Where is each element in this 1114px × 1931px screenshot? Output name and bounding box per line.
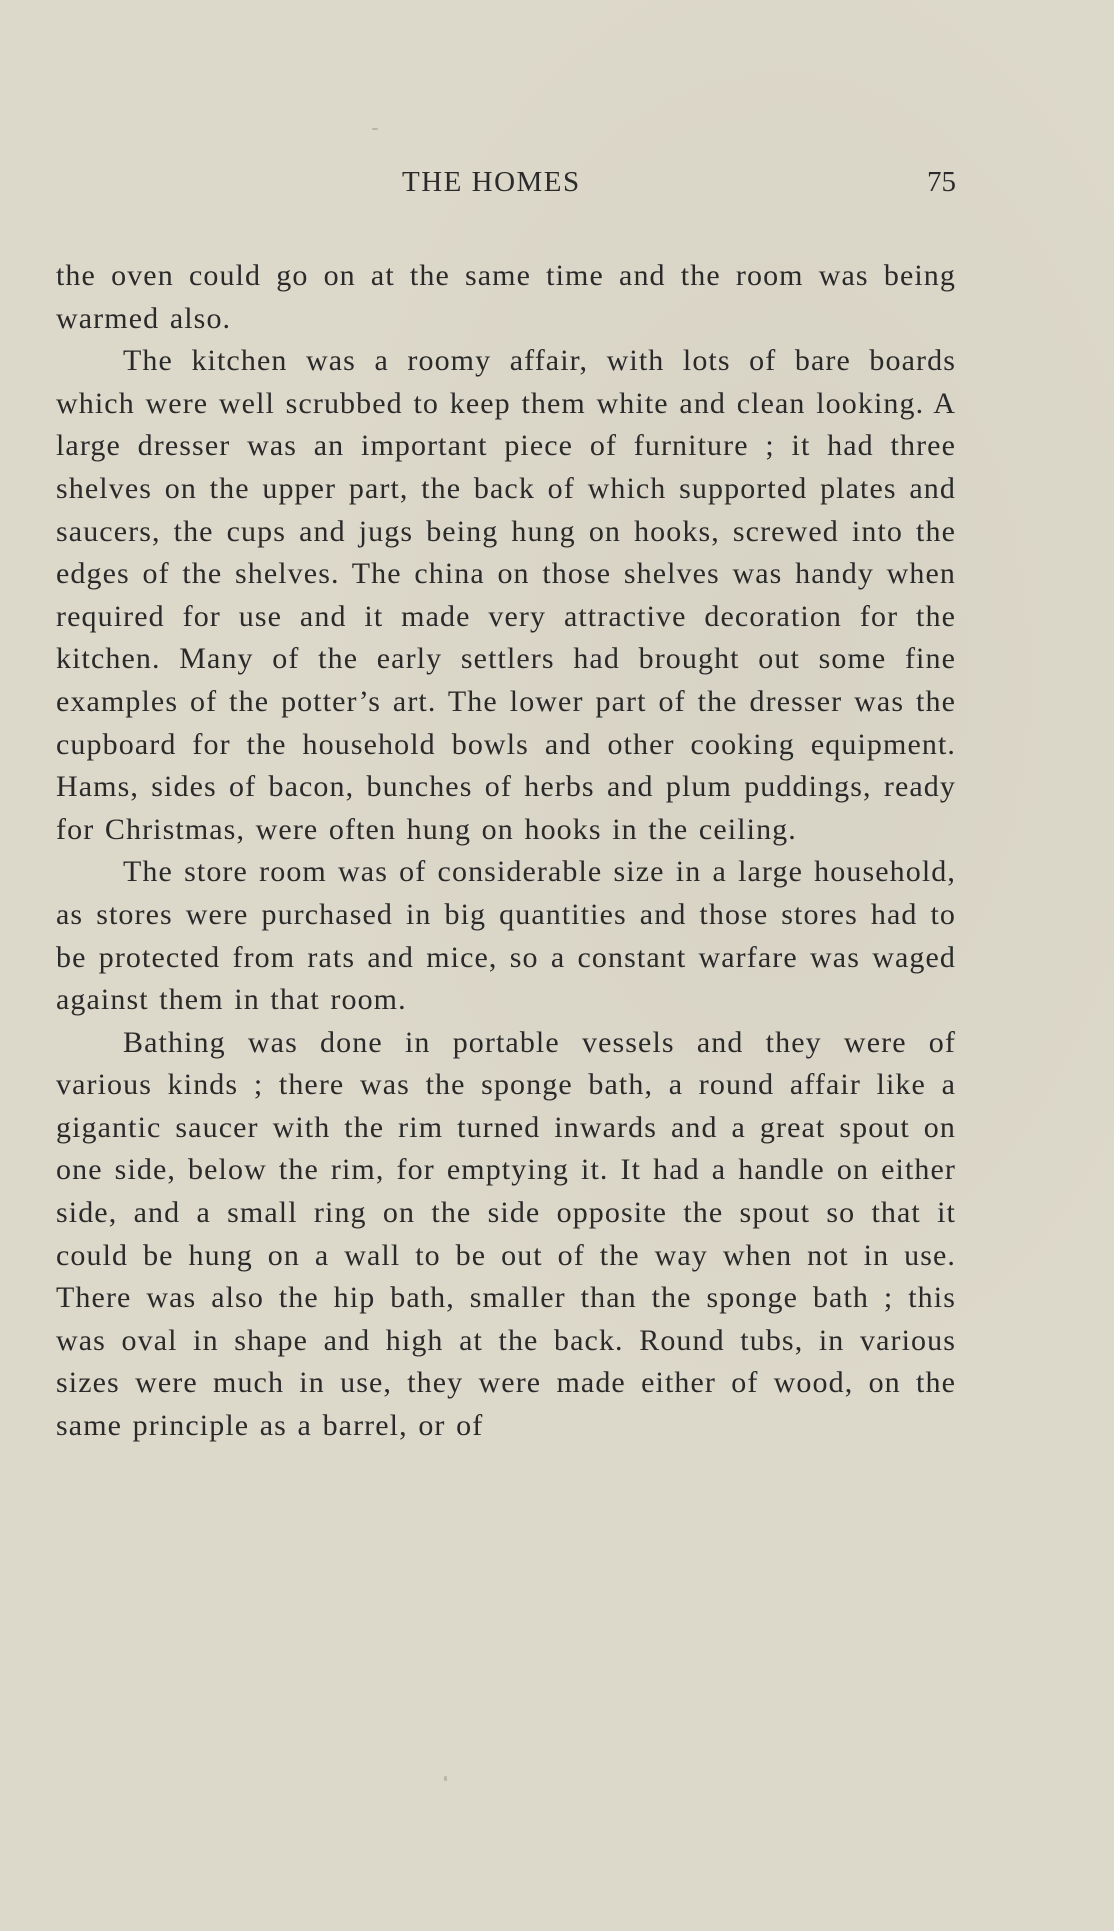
page-number: 75 bbox=[927, 166, 956, 198]
paragraph-bathing: Bathing was done in portable vessels and they were of various kinds ; there was the sponge bath, a round affair like a gigantic saucer with the rim turned inwards and a great spout on one side, below the rim, for emptying it. It had a handle on either side, and a small ring on the side opposite the spout so that it could be hung on a wall to be out of the way when not in use. There was also the hip bath, smaller than the sponge bath ; this was oval in shape and high at the back. Round tubs, in various sizes were much in use, they were made either of wood, on the same principle as a barrel, or of bbox=[56, 1025, 956, 1443]
body-text bbox=[56, 255, 956, 1448]
running-title: THE HOMES bbox=[402, 166, 581, 198]
paragraph-store-room: The store room was of considerable size in a large household, as stores were purchased in big quantities and those stores had to be protected from rats and mice, so a constant warfare was waged against them in that room. bbox=[56, 855, 956, 1017]
paper-speck bbox=[444, 1776, 447, 1781]
paragraph-kitchen: The kitchen was a roomy affair, with lots of bare boards which were well scrubbed to keep them white and clean looking. A large dresser was an important piece of furniture ; it had three shelves on the upper part, the back of which supported plates and saucers, the cups and jugs being hung on hooks, screwed into the edges of the shelves. The china on those shelves was handy when required for use and it made very attractive decoration for the kitchen. Many of the early settlers had brought out some fine examples of the potter’s art. The lower part of the dresser was the cupboard for the household bowls and other cooking equipment. Hams, sides of bacon, bunches of herbs and plum puddings, ready for Christmas, were often hung on hooks in the ceiling. bbox=[56, 344, 956, 846]
paper-speck bbox=[372, 128, 378, 130]
page-header bbox=[56, 166, 956, 206]
paragraph-oven: the oven could go on at the same time and the room was being warmed also. bbox=[56, 259, 956, 335]
